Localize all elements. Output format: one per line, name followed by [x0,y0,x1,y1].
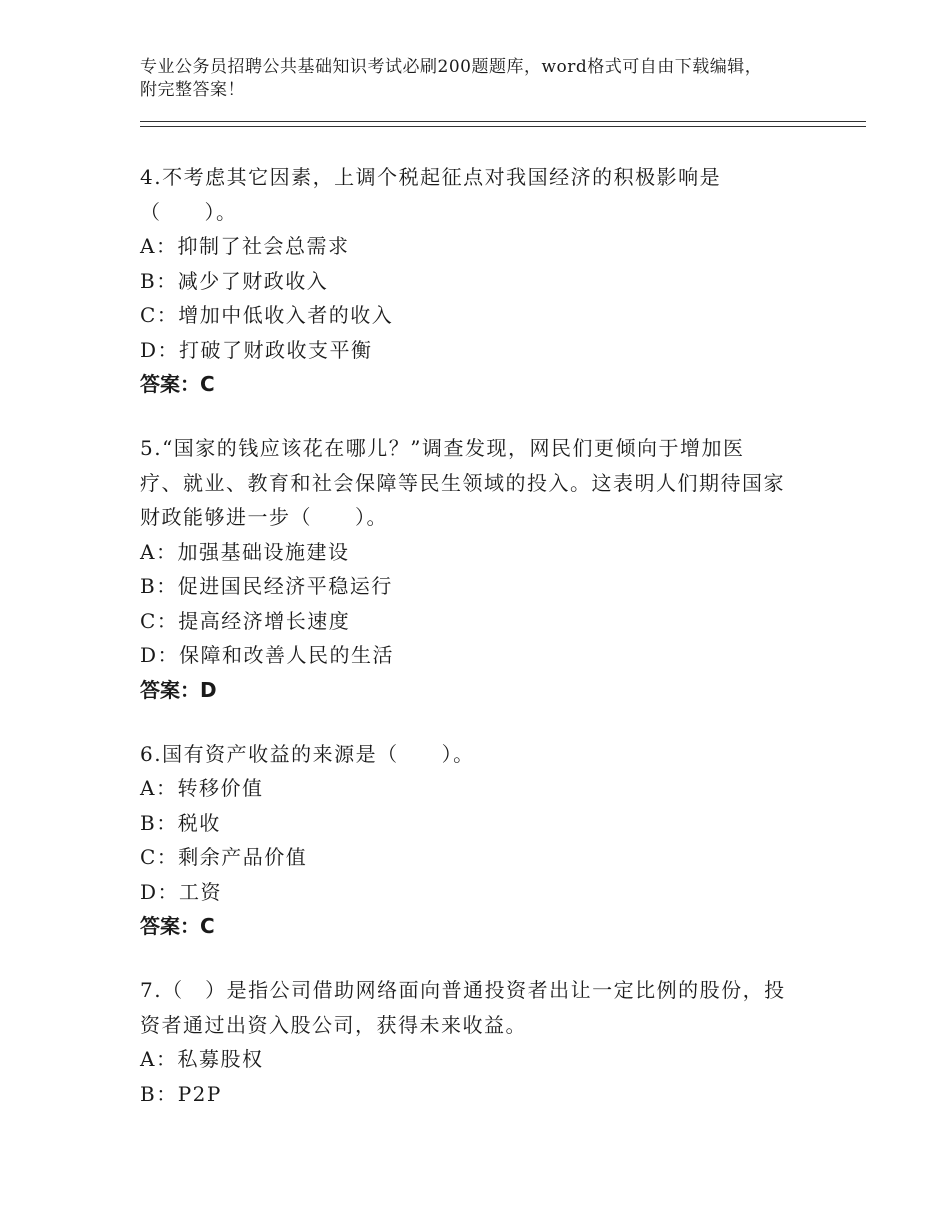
question-stem-line: 5.“国家的钱应该花在哪儿？”调查发现，网民们更倾向于增加医 [140,436,745,460]
question-list [140,160,820,1141]
header-divider-top [140,121,866,122]
question-stem-line: 4.不考虑其它因素，上调个税起征点对我国经济的积极影响是 [140,165,722,189]
question-stem-line: 7.（ ）是指公司借助网络面向普通投资者出让一定比例的股份，投 [140,978,786,1002]
question-stem-line: （ ）。 [140,199,238,224]
document-header [140,56,820,102]
answer-option: C：提高经济增长速度 [140,608,351,633]
question-block [140,737,820,944]
answer-option: C：剩余产品价值 [140,845,308,869]
answer-option: B：减少了财政收入 [140,268,329,293]
answer-option: D：保障和改善人民的生活 [140,643,395,667]
answer-option: A：抑制了社会总需求 [140,234,350,258]
question-stem-line: 疗、就业、教育和社会保障等民生领域的投入。这表明人们期待国家 [140,470,785,495]
header-divider-bottom [140,126,866,127]
correct-answer: 答案：C [140,372,215,396]
correct-answer: 答案：D [140,677,217,702]
answer-option: B：促进国民经济平稳运行 [140,574,393,598]
answer-option: B：P2P [140,1081,222,1106]
question-block [140,973,820,1111]
header-line-1: 专业公务员招聘公共基础知识考试必刷200题题库，word格式可自由下载编辑， [140,57,763,77]
question-block [140,431,820,707]
answer-option: D：打破了财政收支平衡 [140,337,373,362]
question-stem-line: 财政能够进一步（ ）。 [140,505,388,529]
question-stem-line: 资者通过出资入股公司，获得未来收益。 [140,1012,527,1037]
question-stem-line: 6.国有资产收益的来源是（ ）。 [140,741,475,766]
answer-option: A：转移价值 [140,776,264,800]
header-line-2: 附完整答案！ [140,80,245,100]
answer-option: D：工资 [140,879,223,904]
answer-option: C：增加中低收入者的收入 [140,303,394,327]
answer-option: B：税收 [140,810,221,835]
answer-option: A：加强基础设施建设 [140,539,350,564]
correct-answer: 答案：C [140,914,215,938]
answer-option: A：私募股权 [140,1047,264,1071]
question-block [140,160,820,401]
